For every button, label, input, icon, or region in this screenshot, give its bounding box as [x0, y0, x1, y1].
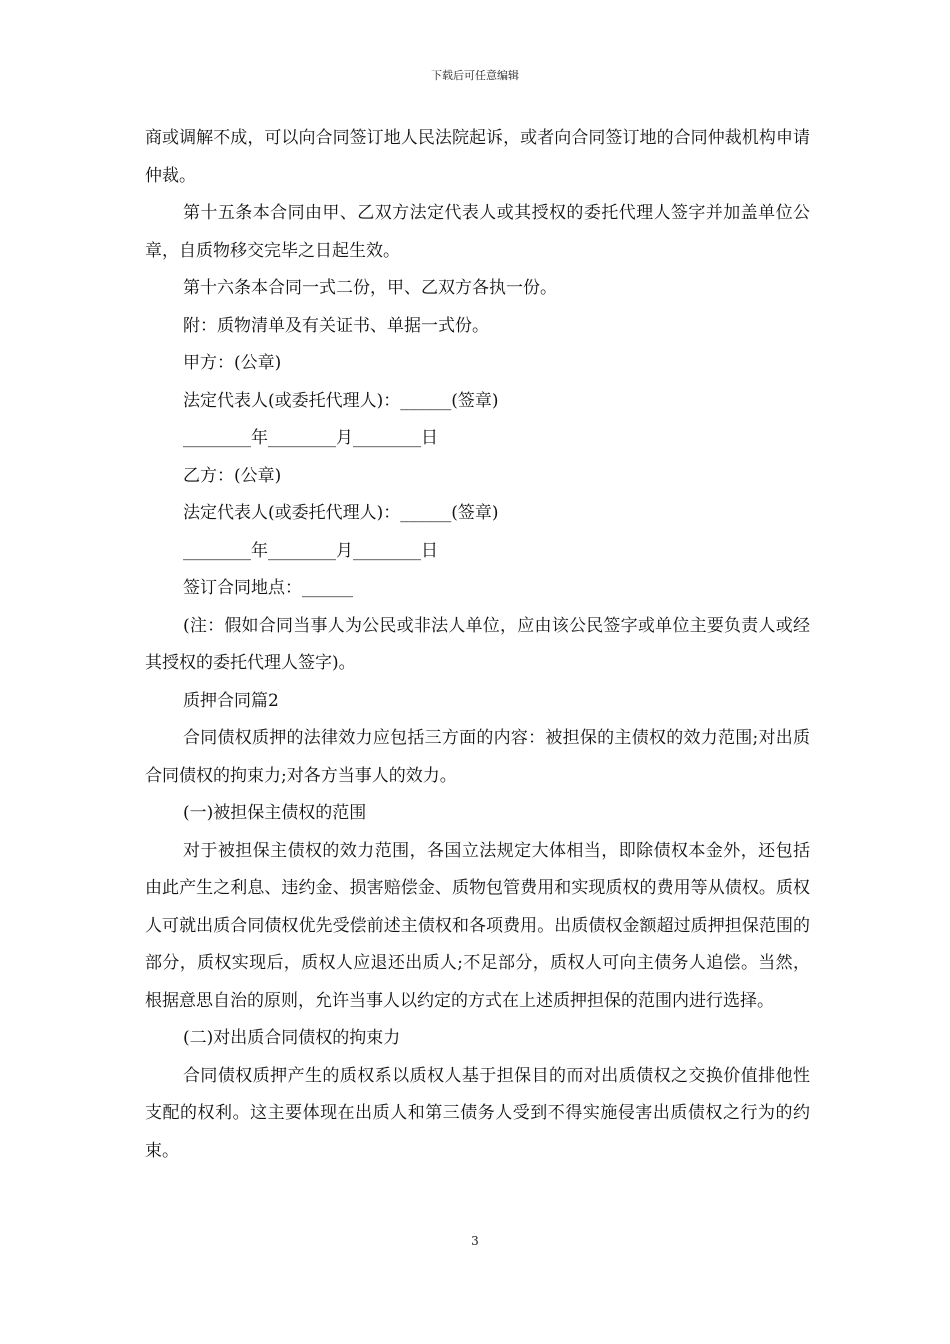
paragraph-scope: 对于被担保主债权的效力范围，各国立法规定大体相当，即除债权本金外，还包括由此产生之利息、违约金、损害赔偿金、质物包管费用和实现质权的费用等从债权。质权人可就出质合同债权优先受偿前述主债权和各项费用。出质债权金额超过质押担保范围的部分，质权实现后，质权人应退还出质人;不足部分，质权人可向主债务人追偿。当然，根据意思自治的原则，允许当事人以约定的方式在上述质押担保的范围内进行选择。	[145, 840, 810, 1011]
section-heading-chapter-2: 质押合同篇2	[183, 690, 279, 711]
party-a-representative-line: 法定代表人(或委托代理人)：______(签章)	[183, 390, 499, 411]
party-b-date-line: ________年________月________日	[183, 540, 438, 561]
page-header: 下载后可任意编辑	[431, 69, 519, 82]
party-a-date-line: ________年________月________日	[183, 428, 438, 448]
subheading-scope: (一)被担保主债权的范围	[183, 803, 367, 823]
paragraph-article-15: 第十五条本合同由甲、乙双方法定代表人或其授权的委托代理人签字并加盖单位公章，自质物移交完毕之日起生效。	[145, 203, 810, 261]
document-body	[145, 120, 810, 1170]
paragraph-attachment: 附：质物清单及有关证书、单据一式份。	[183, 315, 489, 336]
party-b-seal-line: 乙方：(公章)	[183, 465, 282, 486]
subheading-binding-force: (二)对出质合同债权的拘束力	[183, 1028, 401, 1048]
paragraph-article-16: 第十六条本合同一式二份，甲、乙双方各执一份。	[183, 278, 557, 298]
party-a-seal-line: 甲方：(公章)	[183, 353, 282, 373]
party-b-representative-line: 法定代表人(或委托代理人)：______(签章)	[183, 503, 499, 523]
paragraph-legal-effect: 合同债权质押的法律效力应包括三方面的内容：被担保的主债权的效力范围;对出质合同债权的拘束力;对各方当事人的效力。	[145, 728, 810, 786]
page-number: 3	[471, 1234, 479, 1248]
paragraph-arbitration-continued: 商或调解不成，可以向合同签订地人民法院起诉，或者向合同签订地的合同仲裁机构申请仲裁。	[145, 128, 810, 186]
paragraph-binding-force: 合同债权质押产生的质权系以质权人基于担保目的而对出质债权之交换价值排他性支配的权利。这主要体现在出质人和第三债务人受到不得实施侵害出质债权之行为的约束。	[145, 1065, 810, 1161]
signing-location-line: 签订合同地点：______	[183, 578, 353, 598]
note-paragraph: (注：假如合同当事人为公民或非法人单位，应由该公民签字或单位主要负责人或经其授权的委托代理人签字)。	[145, 615, 810, 673]
